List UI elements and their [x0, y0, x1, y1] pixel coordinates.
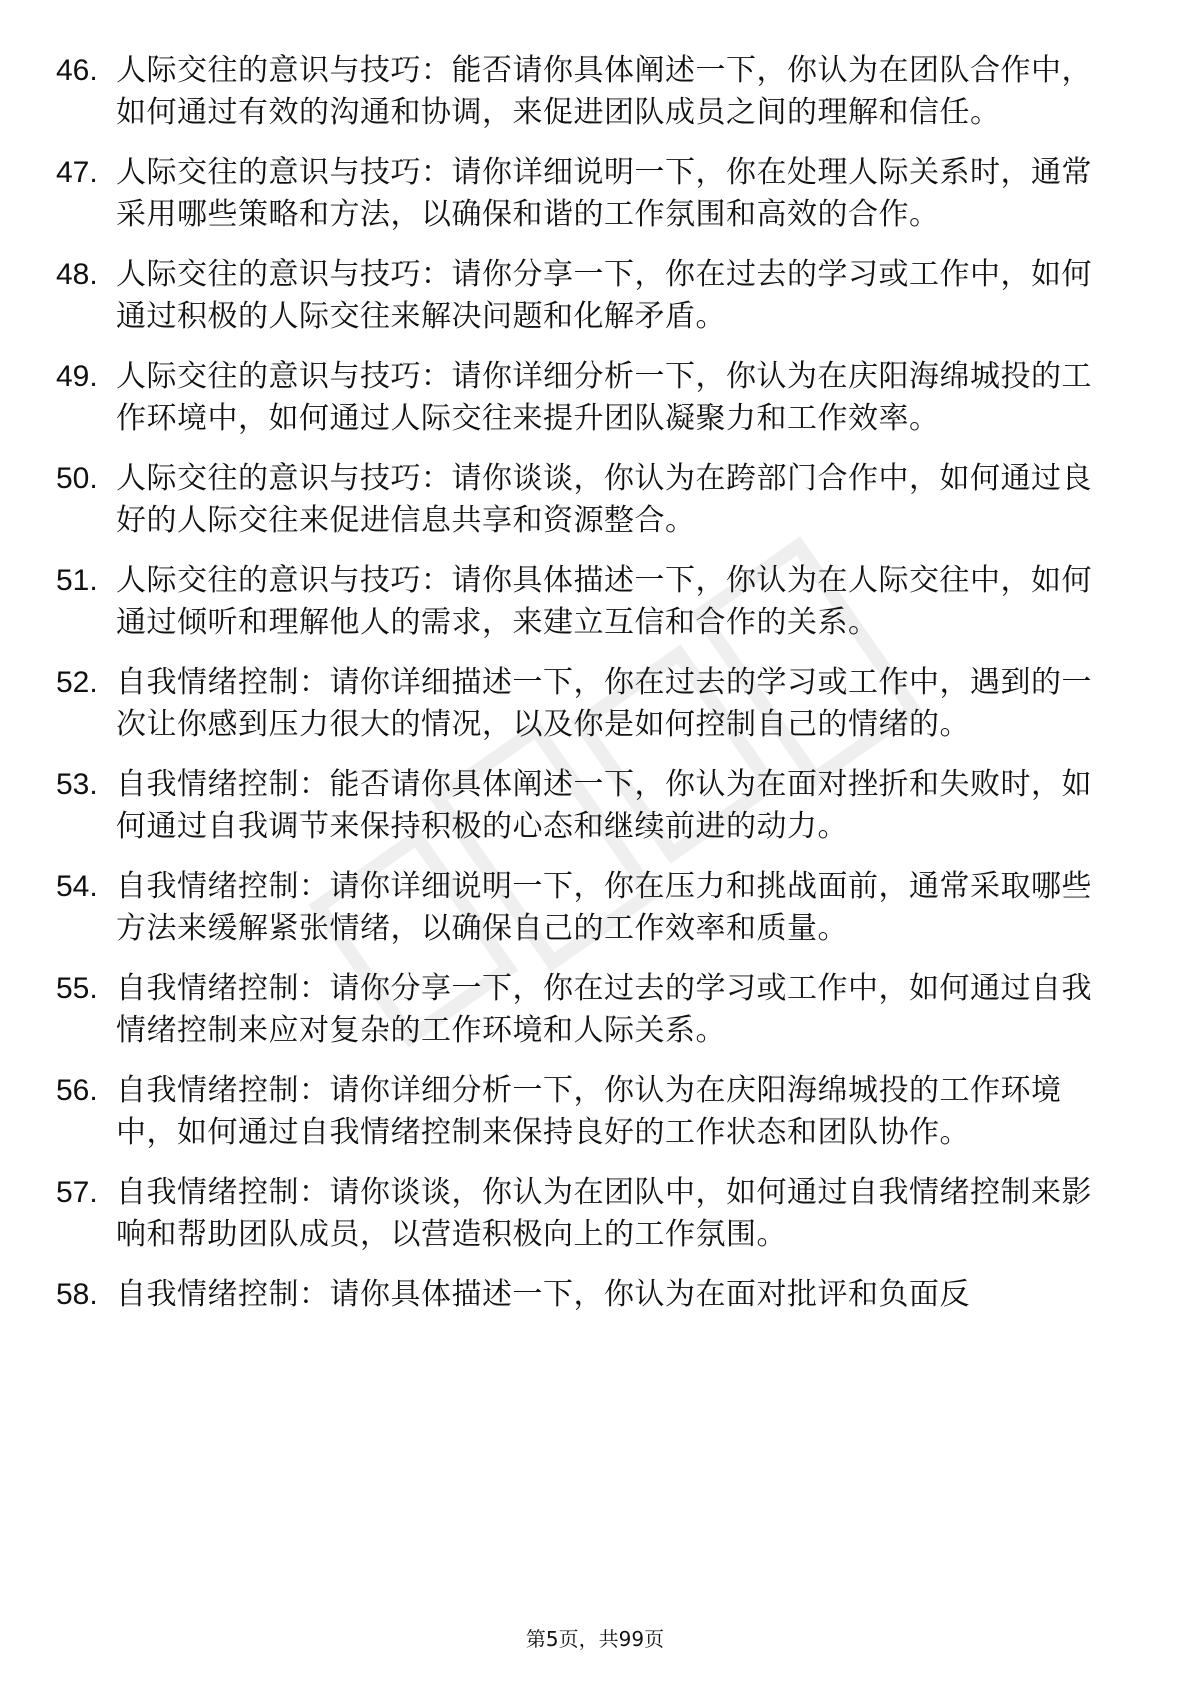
question-number: 51. [56, 564, 98, 597]
question-text: 自我情绪控制：请你详细说明一下，你在压力和挑战面前，通常采取哪些方法来缓解紧张情绪，以确保自己的工作效率和质量。 [116, 869, 1092, 946]
question-item [56, 1274, 1106, 1316]
question-text: 人际交往的意识与技巧：请你详细说明一下，你在处理人际关系时，通常采用哪些策略和方法，以确保和谐的工作氛围和高效的合作。 [116, 155, 1092, 232]
question-text: 自我情绪控制：请你分享一下，你在过去的学习或工作中，如何通过自我情绪控制来应对复杂的工作环境和人际关系。 [116, 971, 1092, 1048]
page-footer: 第5页，共99页 [525, 1627, 665, 1651]
question-item [56, 662, 1106, 746]
question-list [56, 50, 1106, 1334]
question-item [56, 356, 1106, 440]
question-number: 50. [56, 462, 98, 495]
question-text: 自我情绪控制：请你谈谈，你认为在团队中，如何通过自我情绪控制来影响和帮助团队成员，以营造积极向上的工作氛围。 [116, 1175, 1092, 1252]
question-item [56, 152, 1106, 236]
question-item [56, 560, 1106, 644]
question-number: 56. [56, 1074, 98, 1107]
question-item [56, 1172, 1106, 1256]
question-number: 55. [56, 972, 98, 1005]
question-item [56, 458, 1106, 542]
question-text: 人际交往的意识与技巧：请你具体描述一下，你认为在人际交往中，如何通过倾听和理解他人的需求，来建立互信和合作的关系。 [116, 563, 1092, 640]
question-text: 人际交往的意识与技巧：请你分享一下，你在过去的学习或工作中，如何通过积极的人际交往来解决问题和化解矛盾。 [116, 257, 1092, 334]
question-number: 49. [56, 360, 98, 393]
question-item [56, 764, 1106, 848]
question-text: 人际交往的意识与技巧：能否请你具体阐述一下，你认为在团队合作中，如何通过有效的沟通和协调，来促进团队成员之间的理解和信任。 [116, 53, 1092, 130]
question-text: 自我情绪控制：请你详细描述一下，你在过去的学习或工作中，遇到的一次让你感到压力很大的情况，以及你是如何控制自己的情绪的。 [116, 665, 1092, 742]
question-number: 48. [56, 258, 98, 291]
question-number: 58. [56, 1278, 98, 1311]
question-text: 人际交往的意识与技巧：请你详细分析一下，你认为在庆阳海绵城投的工作环境中，如何通过人际交往来提升团队凝聚力和工作效率。 [116, 359, 1092, 436]
question-text: 自我情绪控制：能否请你具体阐述一下，你认为在面对挫折和失败时，如何通过自我调节来保持积极的心态和继续前进的动力。 [116, 767, 1092, 844]
question-text: 人际交往的意识与技巧：请你谈谈，你认为在跨部门合作中，如何通过良好的人际交往来促进信息共享和资源整合。 [116, 461, 1092, 538]
question-item [56, 968, 1106, 1052]
question-item [56, 1070, 1106, 1154]
question-number: 52. [56, 666, 98, 699]
question-text: 自我情绪控制：请你详细分析一下，你认为在庆阳海绵城投的工作环境中，如何通过自我情绪控制来保持良好的工作状态和团队协作。 [116, 1073, 1062, 1150]
question-number: 53. [56, 768, 98, 801]
question-text: 自我情绪控制：请你具体描述一下，你认为在面对批评和负面反 [116, 1277, 970, 1312]
question-number: 57. [56, 1176, 98, 1209]
question-item [56, 866, 1106, 950]
question-number: 47. [56, 156, 98, 189]
question-item [56, 254, 1106, 338]
question-number: 54. [56, 870, 98, 903]
question-number: 46. [56, 54, 98, 87]
question-item [56, 50, 1106, 134]
